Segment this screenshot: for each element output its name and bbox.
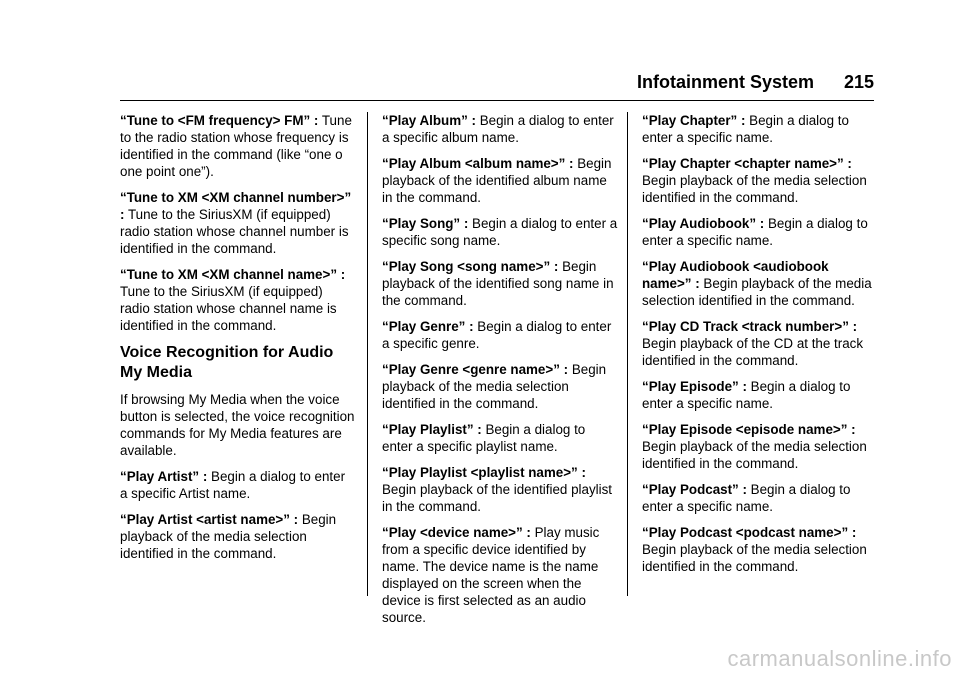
command-description: Begin playback of the identified playlist in the command. xyxy=(382,482,613,514)
command-entry xyxy=(642,112,878,146)
command-entry xyxy=(382,421,618,455)
command-term: “Tune to XM <XM channel name>” : xyxy=(120,267,346,282)
command-term: “Play Episode <episode name>” : xyxy=(642,422,856,437)
command-entry xyxy=(382,155,618,206)
command-entry xyxy=(642,155,878,206)
command-entry xyxy=(642,421,878,472)
command-entry xyxy=(642,258,878,309)
command-description: Tune to the radio station whose frequency is identified in the command (like “one o one point one”). xyxy=(120,113,352,179)
command-description: Begin a dialog to enter a specific name. xyxy=(642,113,849,145)
command-description: Begin playback of the media selection identified in the command. xyxy=(642,439,867,471)
command-term: “Play Genre” : xyxy=(382,319,474,334)
command-description: Tune to the SiriusXM (if equipped) radio station whose channel name is identified in the command. xyxy=(120,284,337,333)
command-description: Begin a dialog to enter a specific playlist name. xyxy=(382,422,586,454)
command-entry xyxy=(382,318,618,352)
command-entry xyxy=(642,378,878,412)
section-heading: Voice Recognition for Audio My Media xyxy=(120,344,334,381)
command-term: “Play Audiobook <audiobook name>” : xyxy=(642,259,829,291)
command-description: Begin playback of the media selection identified in the command. xyxy=(382,362,607,411)
command-entry xyxy=(642,215,878,249)
command-description: Begin playback of the identified album name in the command. xyxy=(382,156,612,205)
command-term: “Tune to <FM frequency> FM” : xyxy=(120,113,319,128)
command-entry xyxy=(642,318,878,369)
command-entry xyxy=(382,112,618,146)
command-term: “Play Chapter <chapter name>” : xyxy=(642,156,852,171)
header-rule xyxy=(120,100,874,101)
command-term: “Play Artist” : xyxy=(120,469,208,484)
command-entry xyxy=(120,266,356,334)
command-entry xyxy=(642,481,878,515)
command-description: Begin playback of the media selection identified in the command. xyxy=(642,173,867,205)
command-term: “Play Song <song name>” : xyxy=(382,259,559,274)
command-term: “Play Chapter” : xyxy=(642,113,746,128)
command-entry xyxy=(382,258,618,309)
column-1 xyxy=(120,112,356,571)
command-term: “Play Podcast” : xyxy=(642,482,747,497)
command-entry xyxy=(642,524,878,575)
command-description: Begin a dialog to enter a specific song name. xyxy=(382,216,618,248)
command-description: Begin a dialog to enter a specific genre. xyxy=(382,319,612,351)
command-entry xyxy=(382,215,618,249)
command-term: “Play Album” : xyxy=(382,113,476,128)
page-header xyxy=(120,72,874,96)
command-description: Begin a dialog to enter a specific name. xyxy=(642,482,851,514)
command-entry xyxy=(382,524,618,626)
command-term: “Tune to XM <XM channel number>” : xyxy=(120,190,352,222)
body-paragraph: If browsing My Media when the voice button is selected, the voice recognition commands for My Media features are available. xyxy=(120,392,355,458)
column-3 xyxy=(642,112,878,584)
watermark: carmanualsonline.info xyxy=(727,646,952,671)
command-term: “Play Playlist <playlist name>” : xyxy=(382,465,586,480)
command-entry xyxy=(382,361,618,412)
command-description: Begin a dialog to enter a specific Artist name. xyxy=(120,469,346,501)
command-entry xyxy=(120,189,356,257)
command-entry xyxy=(120,112,356,180)
column-divider xyxy=(367,112,368,596)
command-description: Begin playback of the media selection identified in the command. xyxy=(120,512,337,561)
command-term: “Play Genre <genre name>” : xyxy=(382,362,569,377)
command-description: Begin playback of the media selection identified in the command. xyxy=(642,276,872,308)
command-term: “Play Album <album name>” : xyxy=(382,156,574,171)
command-entry xyxy=(120,511,356,562)
command-term: “Play Playlist” : xyxy=(382,422,482,437)
command-description: Tune to the SiriusXM (if equipped) radio station whose channel number is identified in the command. xyxy=(120,207,349,256)
command-description: Play music from a specific device identified by name. The device name is the name displayed on the screen when the device is first selected as an audio source. xyxy=(382,525,600,625)
command-description: Begin playback of the CD at the track identified in the command. xyxy=(642,336,864,368)
command-term: “Play <device name>” : xyxy=(382,525,531,540)
command-term: “Play Episode” : xyxy=(642,379,747,394)
page-number: 215 xyxy=(843,72,874,92)
section-title: Infotainment System xyxy=(636,72,814,92)
command-term: “Play Song” : xyxy=(382,216,469,231)
command-term: “Play Podcast <podcast name>” : xyxy=(642,525,857,540)
command-description: Begin a dialog to enter a specific name. xyxy=(642,379,851,411)
command-term: “Play Audiobook” : xyxy=(642,216,765,231)
command-entry xyxy=(120,468,356,502)
column-divider xyxy=(627,112,628,596)
command-description: Begin a dialog to enter a specific name. xyxy=(642,216,868,248)
command-description: Begin a dialog to enter a specific album name. xyxy=(382,113,614,145)
command-term: “Play Artist <artist name>” : xyxy=(120,512,299,527)
command-entry xyxy=(382,464,618,515)
command-description: Begin playback of the media selection identified in the command. xyxy=(642,542,867,574)
command-description: Begin playback of the identified song name in the command. xyxy=(382,259,614,308)
column-2 xyxy=(382,112,618,635)
command-term: “Play CD Track <track number>” : xyxy=(642,319,858,334)
